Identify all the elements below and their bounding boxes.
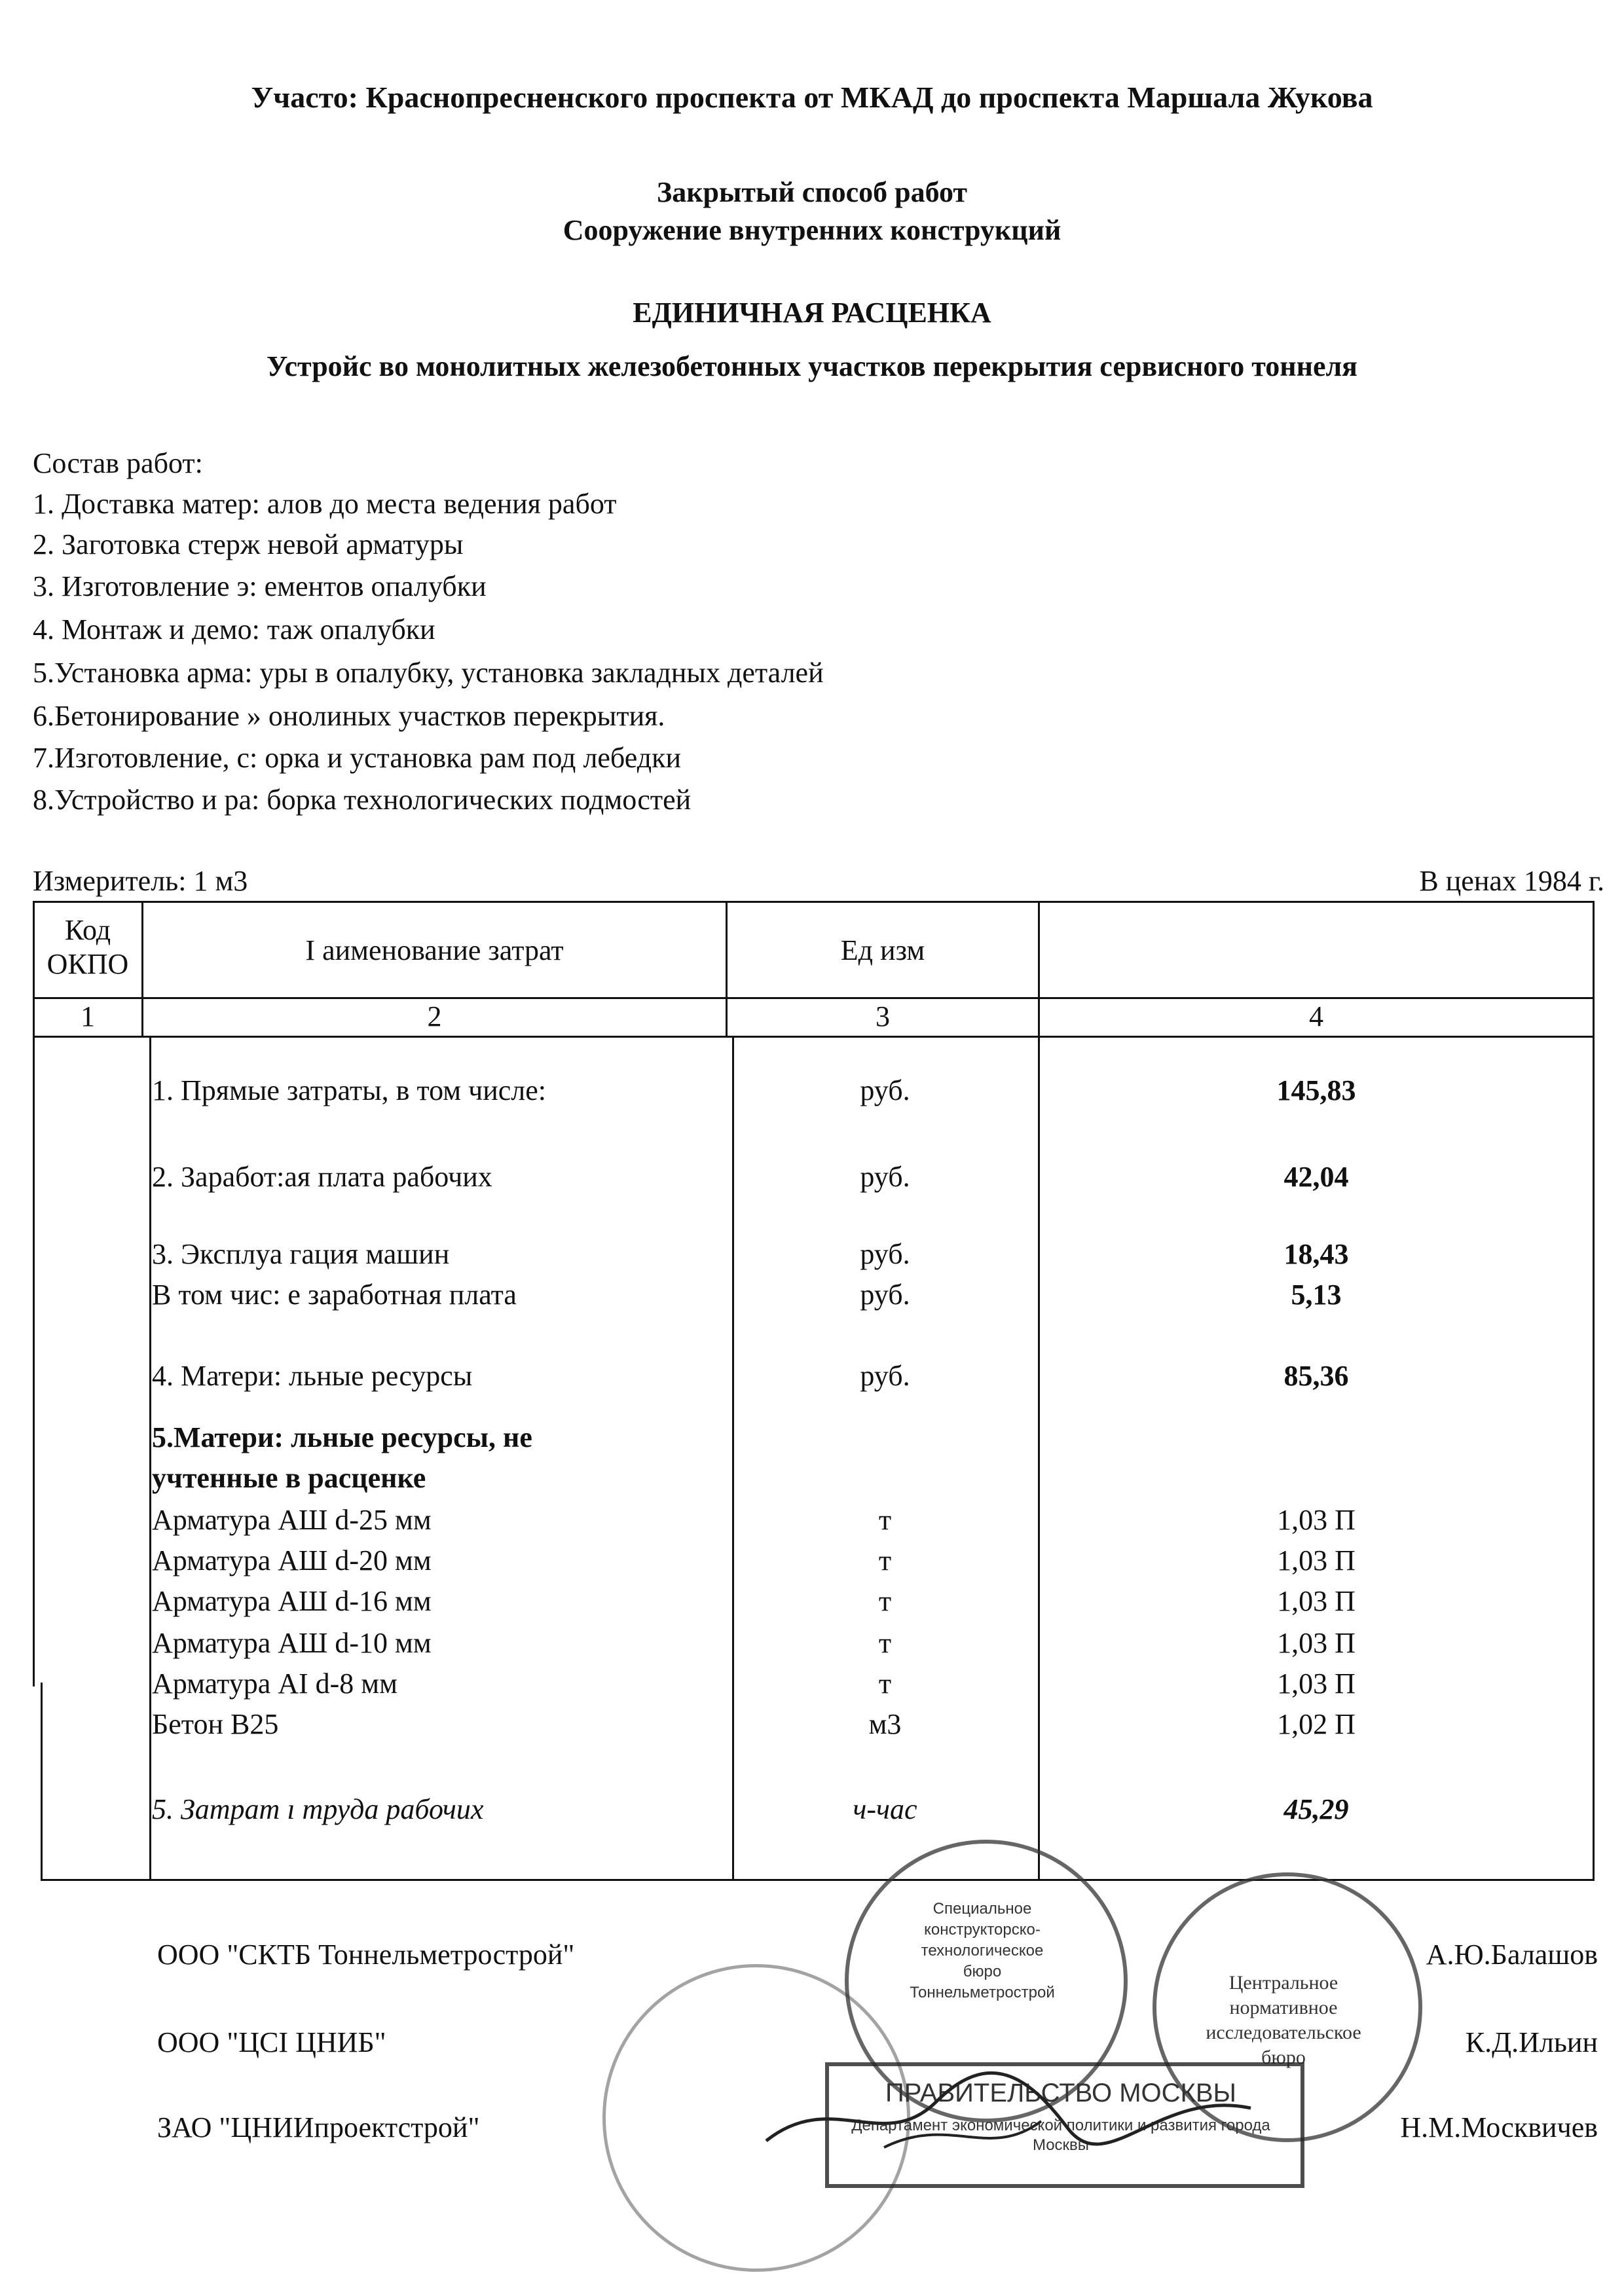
work-item: 7.Изготовление, с: орка и установка рам под лебедки <box>33 742 681 774</box>
unaccounted-title: учтенные в расценке <box>152 1462 426 1494</box>
signature-person: Н.М.Москвичев <box>1400 2111 1598 2143</box>
stamp-circle-left-text: Специальное конструкторско-технологическое бюро Тоннельметрострой <box>910 1900 1055 2001</box>
table-number-divider <box>33 1036 1595 1038</box>
material-unit: т <box>878 1667 892 1700</box>
meter-label: Измеритель: 1 м3 <box>33 865 248 897</box>
table-border-top <box>33 901 1595 903</box>
table-border-bottom <box>41 1879 1595 1881</box>
table-border-left-lower <box>41 1683 43 1881</box>
material-unit: т <box>878 1585 892 1617</box>
material-value: 1,03 П <box>1277 1585 1356 1617</box>
row-unit: руб. <box>860 1279 910 1311</box>
subsection-title: Сооружение внутренних конструкций <box>563 214 1061 246</box>
work-item: 5.Установка арма: уры в опалубку, установка закладных деталей <box>33 657 824 689</box>
material-name: Бетон В25 <box>152 1708 279 1740</box>
labor-unit: ч-час <box>853 1793 917 1825</box>
column-number: 4 <box>1309 1000 1323 1032</box>
work-item: 4. Монтаж и демо: таж опалубки <box>33 613 435 646</box>
stamp-rect-subtext: Департамент экономической политики и развития города Москвы <box>851 2117 1270 2154</box>
row-value: 5,13 <box>1291 1279 1342 1311</box>
material-unit: т <box>878 1544 892 1576</box>
row-value: 42,04 <box>1283 1161 1349 1193</box>
stamp-rect-text: ПРАВИТЕЛЬСТВО МОСКВЫ <box>885 2079 1236 2107</box>
row-value: 145,83 <box>1276 1074 1356 1106</box>
row-name: 1. Прямые затраты, в том числе: <box>152 1074 547 1106</box>
material-unit: т <box>878 1504 892 1536</box>
work-item: 1. Доставка матер: алов до места ведения работ <box>33 488 617 520</box>
material-unit: т <box>878 1627 892 1659</box>
signature-person: К.Д.Ильин <box>1465 2026 1598 2058</box>
signature-person: А.Ю.Балашов <box>1426 1939 1598 1971</box>
row-unit: руб. <box>860 1074 910 1106</box>
table-header-divider <box>33 997 1595 999</box>
row-name: 4. Матери: льные ресурсы <box>152 1360 473 1392</box>
table-border-right <box>1593 901 1595 1881</box>
material-value: 1,02 П <box>1277 1708 1356 1740</box>
signature-org: ООО "ЦСІ ЦНИБ" <box>157 2026 386 2058</box>
labor-value: 45,29 <box>1283 1793 1349 1825</box>
row-unit: руб. <box>860 1161 910 1193</box>
column-number: 2 <box>427 1000 442 1032</box>
material-name: Арматура АШ d-25 мм <box>152 1504 432 1536</box>
column-number: 1 <box>81 1000 95 1032</box>
row-name: В том чис: е заработная плата <box>152 1279 517 1311</box>
material-name: Арматура АI d-8 мм <box>152 1667 397 1700</box>
work-item: 2. Заготовка стерж невой арматуры <box>33 528 464 560</box>
material-name: Арматура АШ d-16 мм <box>152 1585 432 1617</box>
labor-name: 5. Затрат ı труда рабочих <box>152 1793 484 1825</box>
prices-label: В ценах 1984 г. <box>1419 865 1604 897</box>
signature-org: ЗАО "ЦНИИпроектстрой" <box>157 2111 480 2143</box>
material-value: 1,03 П <box>1277 1544 1356 1576</box>
material-name: Арматура АШ d-10 мм <box>152 1627 432 1659</box>
stamp-circle-right-text: Центральное нормативное исследовательское бюро <box>1206 1972 1361 2068</box>
row-name: 2. Заработ:ая плата рабочих <box>152 1161 492 1193</box>
signature-org: ООО "СКТБ Тоннельметрострой" <box>157 1939 575 1971</box>
material-value: 1,03 П <box>1277 1627 1356 1659</box>
row-unit: руб. <box>860 1360 910 1392</box>
signature <box>753 2049 1277 2180</box>
row-value: 18,43 <box>1283 1238 1349 1270</box>
method-title: Закрытый способ работ <box>656 176 968 208</box>
work-item: 6.Бетонирование » онолиных участков перекрытия. <box>33 700 665 732</box>
table-border-left <box>33 901 35 1686</box>
table-col-divider <box>149 1036 151 1881</box>
row-name: 3. Эксплуа гация машин <box>152 1238 450 1270</box>
unaccounted-title: 5.Матери: льные ресурсы, не <box>152 1421 532 1453</box>
row-value: 85,36 <box>1283 1360 1349 1392</box>
header-name: І аименование затрат <box>305 934 564 966</box>
work-item: 3. Изготовление э: ементов опалубки <box>33 570 487 602</box>
subject-title: Устройс во монолитных железобетонных участков перекрытия сервисного тоннеля <box>266 350 1357 382</box>
column-number: 3 <box>876 1000 890 1032</box>
header-code: Код ОКПО <box>46 914 129 980</box>
doc-type-title: ЕДИНИЧНАЯ РАСЦЕНКА <box>633 297 991 329</box>
section-title: Участо: Краснопресненского проспекта от МКАД до проспекта Маршала Жукова <box>251 81 1373 114</box>
material-unit: м3 <box>868 1708 902 1740</box>
header-unit: Ед изм <box>840 934 925 966</box>
work-label: Состав работ: <box>33 447 203 479</box>
row-unit: руб. <box>860 1238 910 1270</box>
work-item: 8.Устройство и ра: борка технологических подмостей <box>33 784 692 816</box>
material-name: Арматура АШ d-20 мм <box>152 1544 432 1576</box>
material-value: 1,03 П <box>1277 1667 1356 1700</box>
material-value: 1,03 П <box>1277 1504 1356 1536</box>
